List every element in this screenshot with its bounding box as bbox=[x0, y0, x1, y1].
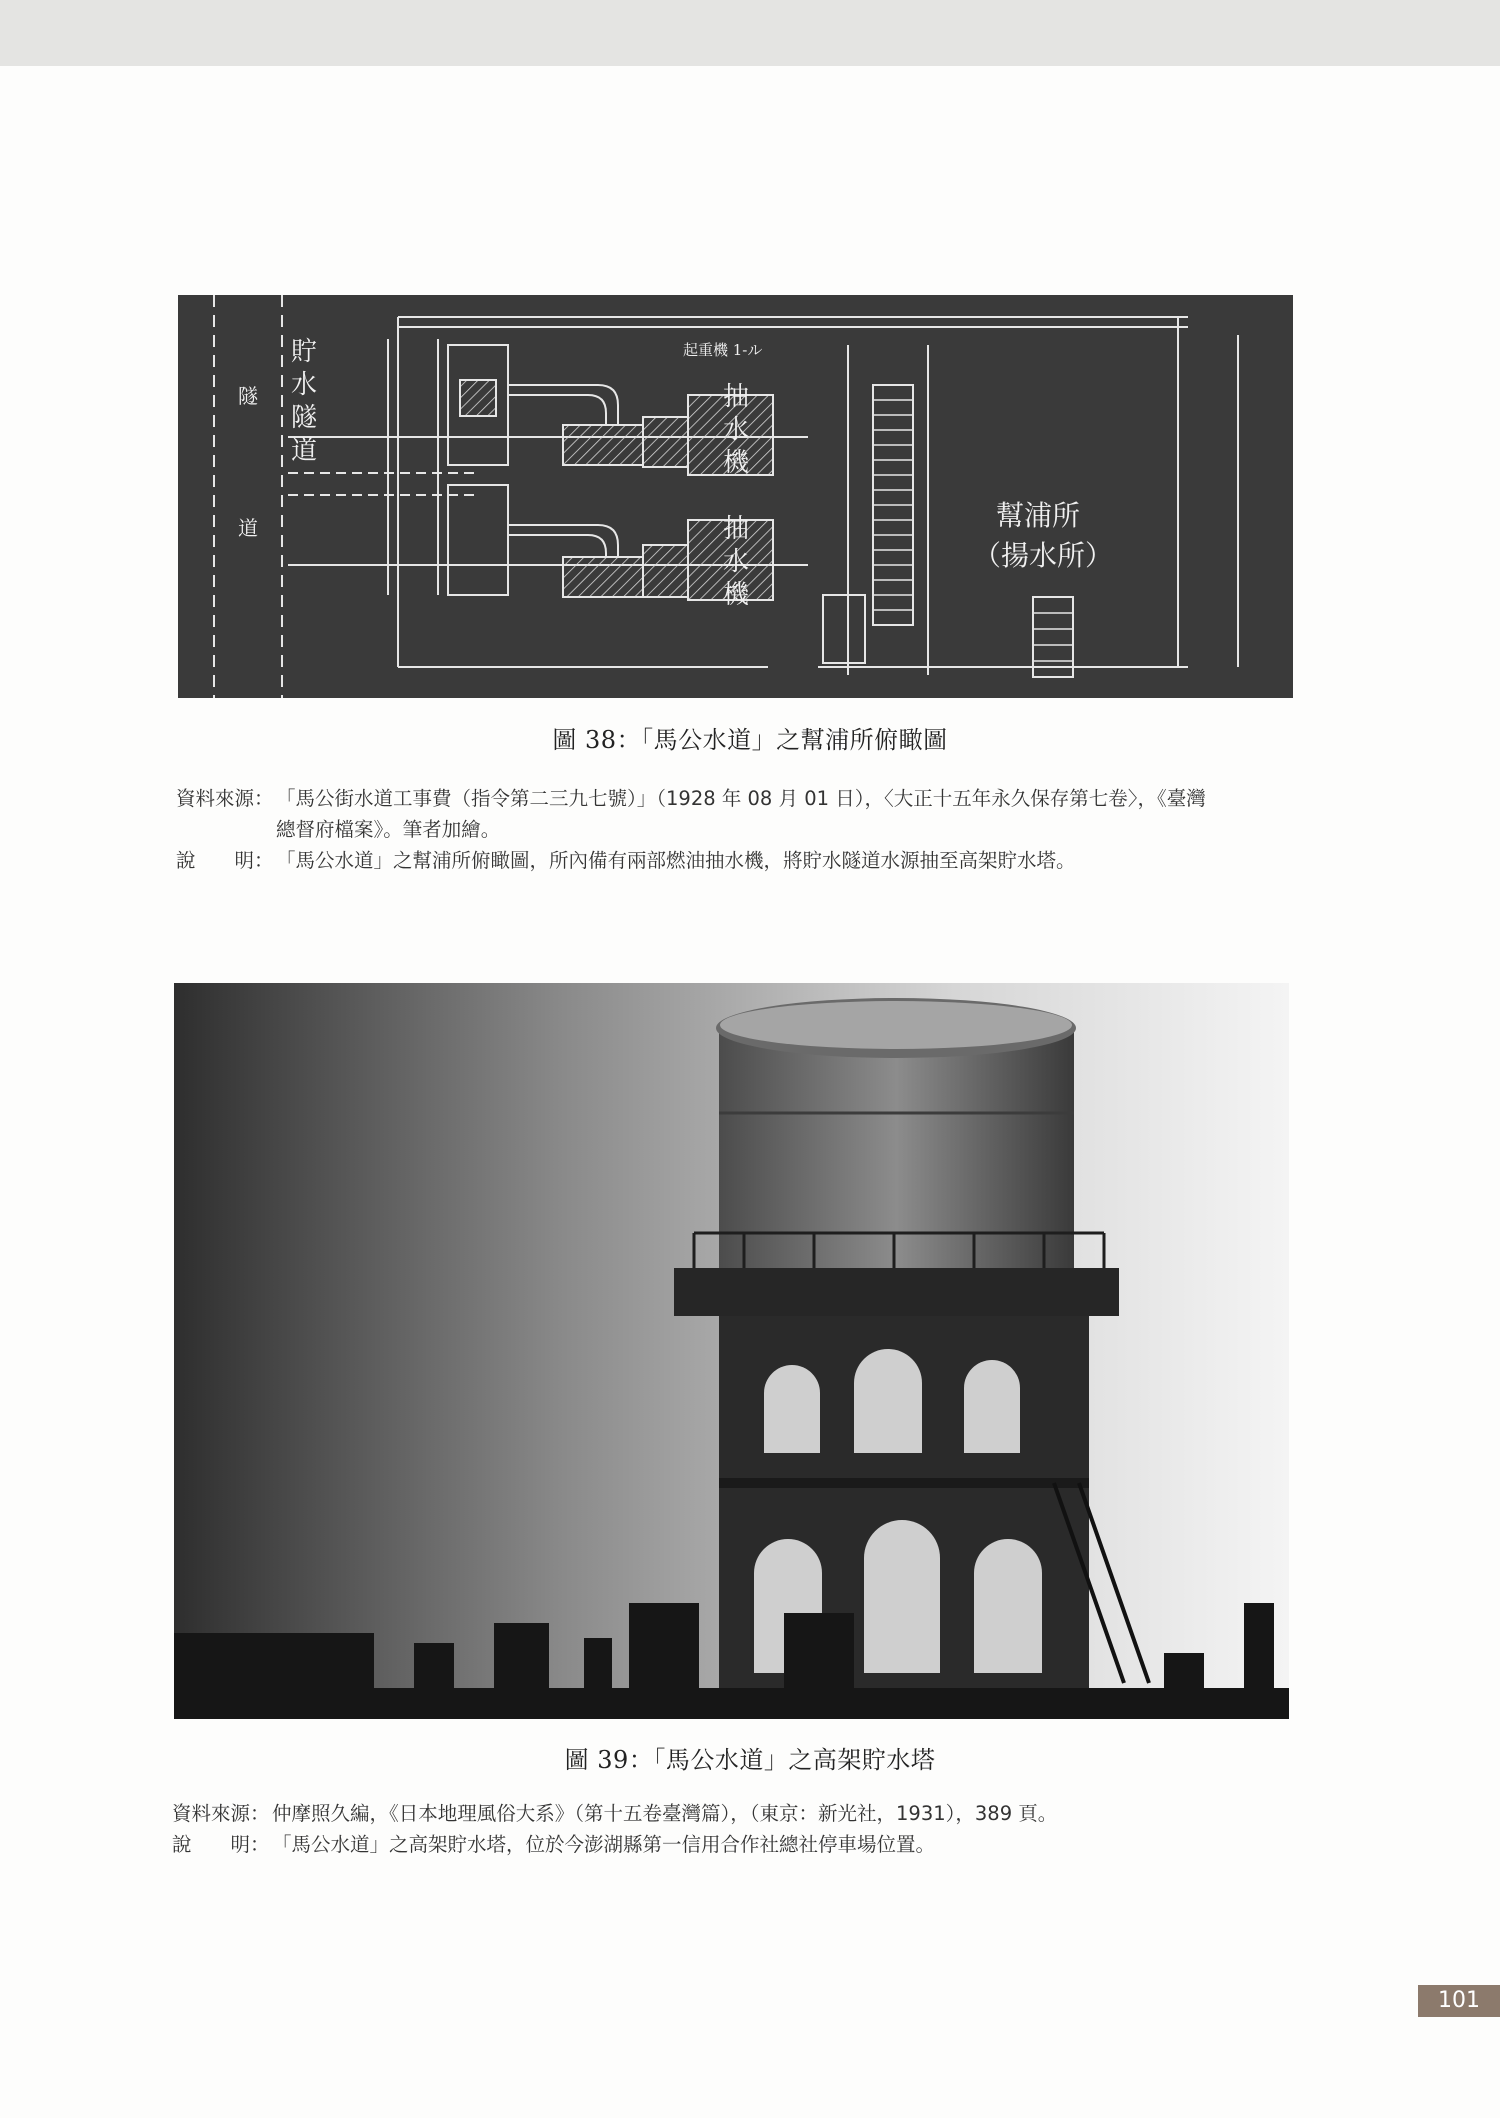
label-tunnel-3: 隧 bbox=[291, 403, 318, 433]
figure-38-source bbox=[176, 783, 1306, 814]
description-label: 說 明： bbox=[172, 1833, 270, 1856]
figure-38-blueprint bbox=[178, 295, 1293, 698]
label-side-1: 隧 bbox=[238, 384, 258, 408]
figure-39-source bbox=[172, 1798, 1302, 1829]
label-pump1-3: 機 bbox=[723, 448, 750, 478]
source-text: 「馬公街水道工事費（指令第二三九七號）」（1928 年 08 月 01 日），〈大正十五年永久保存第七卷〉，《臺灣 bbox=[276, 787, 1206, 810]
description-text: 「馬公水道」之幫浦所俯瞰圖，所內備有兩部燃油抽水機，將貯水隧道水源抽至高架貯水塔。 bbox=[276, 849, 1076, 872]
figure-38-description bbox=[176, 845, 1306, 876]
figure-38-notes bbox=[176, 783, 1306, 876]
source-text: 仲摩照久編，《日本地理風俗大系》（第十五卷臺灣篇），（東京：新光社，1931），389 頁。 bbox=[272, 1802, 1058, 1825]
label-pump1-1: 抽 bbox=[723, 382, 750, 412]
page-top-band bbox=[0, 0, 1500, 66]
source-label: 資料來源： bbox=[176, 787, 274, 810]
description-label: 說 明： bbox=[176, 849, 274, 872]
figure-39-photo bbox=[174, 983, 1289, 1719]
label-side-2: 道 bbox=[238, 516, 258, 540]
source-text-continued: 總督府檔案》。筆者加繪。 bbox=[276, 818, 501, 841]
source-label: 資料來源： bbox=[172, 1802, 270, 1825]
label-station: 幫浦所 bbox=[996, 499, 1081, 532]
label-tunnel-4: 道 bbox=[291, 436, 318, 466]
page-number: 101 bbox=[1418, 1985, 1500, 2017]
label-tunnel-2: 水 bbox=[291, 370, 318, 400]
figure-39-notes bbox=[172, 1798, 1302, 1860]
figure-39-description bbox=[172, 1829, 1302, 1860]
figure-39-caption: 圖 39：「馬公水道」之高架貯水塔 bbox=[564, 1746, 936, 1774]
label-pump2-2: 水 bbox=[723, 547, 750, 577]
label-station-alt: （揚水所） bbox=[973, 539, 1114, 572]
label-pump1-2: 水 bbox=[723, 415, 750, 445]
label-crane: 起重機 1-ル bbox=[683, 341, 763, 359]
label-tunnel-1: 貯 bbox=[291, 337, 318, 367]
description-text: 「馬公水道」之高架貯水塔，位於今澎湖縣第一信用合作社總社停車場位置。 bbox=[272, 1833, 936, 1856]
label-pump2-3: 機 bbox=[723, 580, 750, 610]
figure-38-caption: 圖 38：「馬公水道」之幫浦所俯瞰圖 bbox=[552, 726, 948, 754]
label-pump2-1: 抽 bbox=[723, 514, 750, 544]
